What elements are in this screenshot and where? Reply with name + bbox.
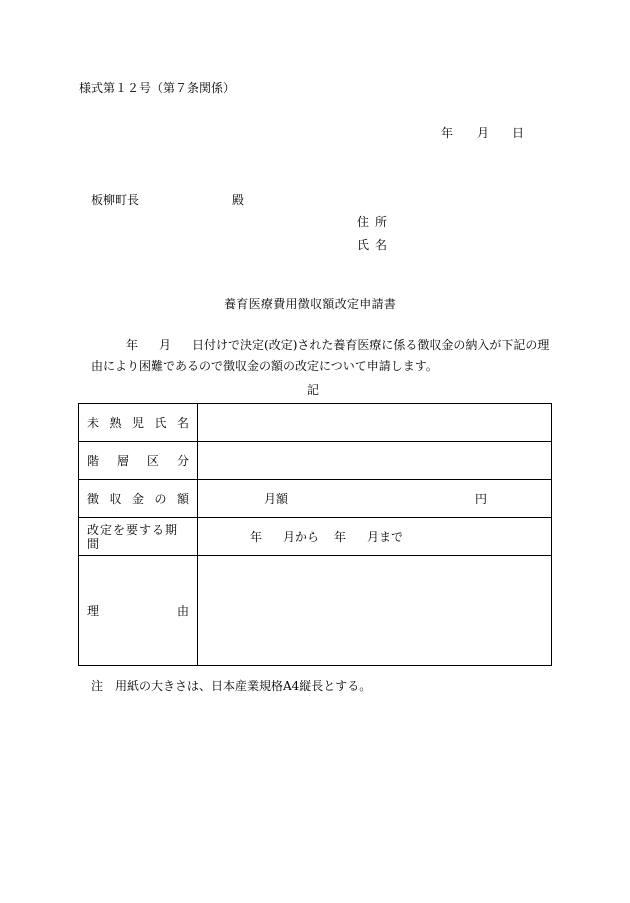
applicant-name-label: 氏名	[357, 238, 394, 252]
class-field[interactable]	[198, 442, 551, 479]
body-line-1-text: 日付けで決定(改定)された養育医療に係る徴収金の納入が下記の理	[192, 338, 550, 352]
amount-field[interactable]	[198, 480, 551, 517]
recipient-honorific: 殿	[232, 193, 245, 207]
period-label: 改定を要する期間	[87, 522, 179, 551]
table-row-child-name	[79, 404, 551, 442]
form-number: 様式第１２号（第７条関係）	[79, 81, 236, 95]
table-row-reason	[79, 556, 551, 665]
date-day-label: 日	[512, 126, 525, 140]
period-to-year: 年	[334, 529, 347, 544]
footnote: 注 用紙の大きさは、日本産業規格A4縦長とする。	[91, 679, 372, 693]
child-name-field[interactable]	[198, 404, 551, 441]
period-to-month: 月まで	[367, 529, 404, 544]
document-title: 養育医療費用徴収額改定申請書	[224, 297, 397, 311]
amount-label-cell	[79, 480, 198, 517]
amount-monthly-label: 月額	[264, 491, 289, 506]
table-row-amount	[79, 480, 551, 518]
body-month: 月	[159, 338, 172, 352]
application-table	[78, 403, 552, 666]
body-year: 年	[126, 338, 139, 352]
reason-label: 理 由	[87, 603, 189, 618]
date-year-label: 年	[441, 126, 454, 140]
recipient-name: 板柳町長	[91, 193, 140, 207]
body-line-1	[126, 338, 549, 352]
applicant-address-label: 住所	[357, 215, 394, 229]
child-name-label: 未 熟 児 氏 名	[87, 415, 189, 430]
child-name-label-cell	[79, 404, 198, 441]
period-from-month: 月から	[283, 529, 320, 544]
amount-yen-label: 円	[475, 491, 488, 506]
body-line-2: 由により困難であるので徴収金の額の改定について申請します。	[91, 359, 438, 373]
period-from-year: 年	[250, 529, 263, 544]
class-label-cell	[79, 442, 198, 479]
date-month-label: 月	[477, 126, 490, 140]
ki-heading: 記	[307, 383, 320, 397]
table-row-period	[79, 518, 551, 556]
reason-label-cell	[79, 556, 198, 665]
reason-field[interactable]	[198, 556, 551, 665]
period-field[interactable]	[198, 518, 551, 555]
period-label-cell	[79, 518, 198, 555]
table-row-class	[79, 442, 551, 480]
amount-label: 徴 収 金 の 額	[87, 491, 189, 506]
class-label: 階 層 区 分	[87, 453, 189, 468]
